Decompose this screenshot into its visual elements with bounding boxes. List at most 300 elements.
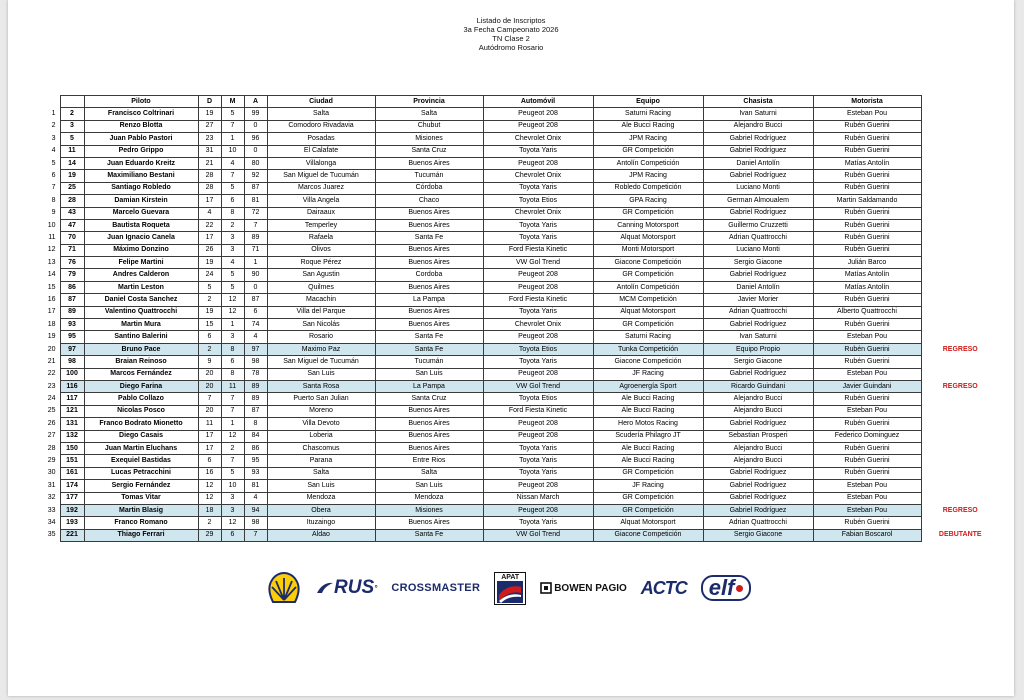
table-row [38, 120, 999, 132]
table-row [38, 232, 999, 244]
row-index: 12 [47, 246, 56, 254]
engine-builder-cell: Rubén Guerini [813, 517, 921, 529]
row-index: 5 [51, 159, 56, 167]
row-index: 3 [51, 134, 56, 142]
car-number-cell: 70 [60, 232, 84, 244]
row-index: 25 [47, 407, 56, 415]
city-cell: Villalonga [267, 157, 375, 169]
status-note [921, 182, 999, 194]
team-cell: GR Competición [593, 467, 703, 479]
header-venue: Autódromo Rosario [478, 43, 544, 52]
birth-day-cell: 12 [198, 480, 221, 492]
car-number-cell: 174 [60, 480, 84, 492]
birth-month-cell: 12 [221, 306, 244, 318]
status-note [921, 244, 999, 256]
row-index: 10 [47, 221, 56, 229]
entry-list-table [38, 95, 999, 542]
car-number-cell: 150 [60, 442, 84, 454]
province-cell: Misiones [375, 133, 483, 145]
birth-day-cell: 17 [198, 442, 221, 454]
status-note [921, 467, 999, 479]
birth-month-cell: 5 [221, 182, 244, 194]
birth-day-cell: 2 [198, 517, 221, 529]
crossmaster-logo [391, 582, 480, 594]
row-index: 8 [51, 196, 56, 204]
car-number-cell: 221 [60, 529, 84, 541]
car-model-cell: Toyota Yaris [483, 455, 593, 467]
status-note [921, 368, 999, 380]
birth-day-cell: 6 [198, 455, 221, 467]
chassis-builder-cell: Ricardo Guindani [703, 380, 813, 392]
rus-swoosh-icon [316, 581, 334, 595]
chassis-builder-cell: German Almoualem [703, 195, 813, 207]
status-note [921, 442, 999, 454]
birth-day-cell: 19 [198, 108, 221, 120]
birth-month-cell: 5 [221, 467, 244, 479]
status-note: DEBUTANTE [938, 531, 982, 539]
table-row [38, 145, 999, 157]
engine-builder-cell: Esteban Pou [813, 368, 921, 380]
team-cell: Ale Bucci Racing [593, 405, 703, 417]
city-cell: Mendoza [267, 492, 375, 504]
car-number-cell: 192 [60, 504, 84, 516]
birth-year-cell: 96 [244, 133, 267, 145]
engine-builder-cell: Matías Antolín [813, 269, 921, 281]
engine-builder-cell: Rubén Guerini [813, 219, 921, 231]
city-cell: Loberia [267, 430, 375, 442]
driver-name-cell: Franco Romano [84, 517, 198, 529]
chassis-builder-cell: Javier Morier [703, 294, 813, 306]
row-index: 9 [51, 209, 56, 217]
column-header-m: M [221, 96, 244, 108]
row-index: 16 [47, 295, 56, 303]
team-cell: JF Racing [593, 368, 703, 380]
status-note [921, 331, 999, 343]
province-cell: Buenos Aires [375, 319, 483, 331]
table-row [38, 219, 999, 231]
birth-month-cell: 2 [221, 442, 244, 454]
car-number-cell: 25 [60, 182, 84, 194]
shell-icon [266, 572, 302, 604]
province-cell: Santa Fe [375, 529, 483, 541]
row-index: 24 [47, 395, 56, 403]
birth-month-cell: 1 [221, 319, 244, 331]
engine-builder-cell: Rubén Guerini [813, 442, 921, 454]
chassis-builder-cell: Alejandro Bucci [703, 393, 813, 405]
row-index: 30 [47, 469, 56, 477]
birth-year-cell: 0 [244, 281, 267, 293]
birth-day-cell: 23 [198, 133, 221, 145]
city-cell: San Miguel de Tucumán [267, 170, 375, 182]
birth-year-cell: 80 [244, 157, 267, 169]
row-index: 26 [47, 419, 56, 427]
table-row [38, 492, 999, 504]
birth-month-cell: 6 [221, 195, 244, 207]
row-index: 4 [51, 147, 56, 155]
car-number-cell: 79 [60, 269, 84, 281]
engine-builder-cell: Rubén Guerini [813, 294, 921, 306]
car-number-cell: 14 [60, 157, 84, 169]
apat-flag-icon [497, 581, 523, 603]
car-model-cell: Peugeot 208 [483, 480, 593, 492]
chassis-builder-cell: Sergio Giacone [703, 356, 813, 368]
province-cell: Tucumán [375, 170, 483, 182]
driver-name-cell: Bautista Roqueta [84, 219, 198, 231]
table-row [38, 418, 999, 430]
engine-builder-cell: Esteban Pou [813, 504, 921, 516]
birth-day-cell: 15 [198, 319, 221, 331]
engine-builder-cell: Esteban Pou [813, 108, 921, 120]
car-number-cell: 93 [60, 319, 84, 331]
row-index: 6 [51, 172, 56, 180]
team-cell: Saturni Racing [593, 108, 703, 120]
column-header-a: A [244, 96, 267, 108]
car-model-cell: Chevrolet Onix [483, 319, 593, 331]
birth-month-cell: 3 [221, 504, 244, 516]
driver-name-cell: Santino Balerini [84, 331, 198, 343]
car-number-cell: 89 [60, 306, 84, 318]
car-model-cell: Peugeot 208 [483, 120, 593, 132]
city-cell: San Luis [267, 480, 375, 492]
team-cell: Giacone Competición [593, 529, 703, 541]
birth-year-cell: 87 [244, 182, 267, 194]
chassis-builder-cell: Luciano Monti [703, 182, 813, 194]
car-model-cell: Peugeot 208 [483, 281, 593, 293]
car-number-cell: 87 [60, 294, 84, 306]
car-number-cell: 131 [60, 418, 84, 430]
status-note [921, 294, 999, 306]
car-model-cell: Ford Fiesta Kinetic [483, 405, 593, 417]
column-header-chasista: Chasista [703, 96, 813, 108]
engine-builder-cell: Rubén Guerini [813, 145, 921, 157]
status-note [921, 430, 999, 442]
engine-builder-cell: Rubén Guerini [813, 244, 921, 256]
birth-year-cell: 93 [244, 467, 267, 479]
chassis-builder-cell: Gabriel Rodríguez [703, 170, 813, 182]
birth-day-cell: 16 [198, 467, 221, 479]
city-cell: Maximo Paz [267, 343, 375, 355]
table-row [38, 257, 999, 269]
car-model-cell: Peugeot 208 [483, 430, 593, 442]
birth-year-cell: 98 [244, 356, 267, 368]
table-row [38, 455, 999, 467]
birth-day-cell: 24 [198, 269, 221, 281]
row-index: 15 [47, 283, 56, 291]
engine-builder-cell: Esteban Pou [813, 480, 921, 492]
status-note [921, 145, 999, 157]
birth-day-cell: 19 [198, 257, 221, 269]
car-model-cell: Toyota Yaris [483, 306, 593, 318]
engine-builder-cell: Javier Guindani [813, 380, 921, 392]
birth-year-cell: 0 [244, 145, 267, 157]
province-cell: Chaco [375, 195, 483, 207]
engine-builder-cell: Esteban Pou [813, 492, 921, 504]
driver-name-cell: Francisco Coltrinari [84, 108, 198, 120]
table-row [38, 356, 999, 368]
table-row [38, 368, 999, 380]
header-event: 3a Fecha Campeonato 2026 [463, 25, 559, 34]
team-cell: GR Competición [593, 319, 703, 331]
status-note [921, 157, 999, 169]
table-row [38, 182, 999, 194]
city-cell: Moreno [267, 405, 375, 417]
crossmaster-logo-text: CROSSMASTER [391, 582, 481, 594]
column-header-provincia: Provincia [375, 96, 483, 108]
team-cell: GR Competición [593, 269, 703, 281]
engine-builder-cell: Rubén Guerini [813, 343, 921, 355]
chassis-builder-cell: Gabriel Rodríguez [703, 319, 813, 331]
birth-day-cell: 21 [198, 157, 221, 169]
engine-builder-cell: Alberto Quattrocchi [813, 306, 921, 318]
car-number-cell: 98 [60, 356, 84, 368]
car-model-cell: Peugeot 208 [483, 331, 593, 343]
birth-year-cell: 86 [244, 442, 267, 454]
driver-name-cell: Martin Blasig [84, 504, 198, 516]
car-model-cell: Chevrolet Onix [483, 170, 593, 182]
row-index: 34 [47, 518, 56, 526]
column-header-motorista: Motorista [813, 96, 921, 108]
sponsor-logos [266, 568, 746, 608]
birth-month-cell: 7 [221, 120, 244, 132]
elf-dot-icon [736, 585, 743, 592]
city-cell: San Nicolás [267, 319, 375, 331]
province-cell: Santa Fe [375, 331, 483, 343]
driver-name-cell: Juan Eduardo Kreitz [84, 157, 198, 169]
birth-month-cell: 8 [221, 343, 244, 355]
row-index: 32 [47, 494, 56, 502]
birth-month-cell: 12 [221, 430, 244, 442]
birth-year-cell: 81 [244, 195, 267, 207]
engine-builder-cell: Rubén Guerini [813, 120, 921, 132]
car-model-cell: Toyota Yaris [483, 356, 593, 368]
table-row [38, 442, 999, 454]
row-index: 7 [51, 184, 56, 192]
car-model-cell: Ford Fiesta Kinetic [483, 244, 593, 256]
city-cell: San Agustin [267, 269, 375, 281]
engine-builder-cell: Fabian Boscarol [813, 529, 921, 541]
row-index: 29 [47, 457, 56, 465]
city-cell: Roque Pérez [267, 257, 375, 269]
birth-month-cell: 6 [221, 529, 244, 541]
birth-month-cell: 1 [221, 133, 244, 145]
table-row [38, 294, 999, 306]
table-row [38, 405, 999, 417]
chassis-builder-cell: Gabriel Rodríguez [703, 504, 813, 516]
birth-year-cell: 81 [244, 480, 267, 492]
city-cell: Parana [267, 455, 375, 467]
car-number-cell: 5 [60, 133, 84, 145]
birth-day-cell: 28 [198, 170, 221, 182]
birth-day-cell: 12 [198, 492, 221, 504]
city-cell: Dairaaux [267, 207, 375, 219]
birth-year-cell: 90 [244, 269, 267, 281]
birth-day-cell: 22 [198, 219, 221, 231]
province-cell: Buenos Aires [375, 442, 483, 454]
province-cell: Buenos Aires [375, 257, 483, 269]
status-note [921, 257, 999, 269]
table-row [38, 207, 999, 219]
birth-month-cell: 5 [221, 108, 244, 120]
driver-name-cell: Santiago Robledo [84, 182, 198, 194]
birth-month-cell: 7 [221, 393, 244, 405]
birth-month-cell: 5 [221, 269, 244, 281]
birth-day-cell: 26 [198, 244, 221, 256]
city-cell: Villa Devoto [267, 418, 375, 430]
row-index: 2 [51, 122, 56, 130]
birth-year-cell: 72 [244, 207, 267, 219]
actc-logo [641, 578, 687, 599]
city-cell: Aldao [267, 529, 375, 541]
birth-month-cell: 6 [221, 356, 244, 368]
car-model-cell: Peugeot 208 [483, 418, 593, 430]
province-cell: Santa Fe [375, 343, 483, 355]
province-cell: Santa Cruz [375, 393, 483, 405]
header-category: TN Clase 2 [492, 34, 530, 43]
birth-month-cell: 12 [221, 294, 244, 306]
status-note [921, 517, 999, 529]
chassis-builder-cell: Adrian Quattrocchi [703, 232, 813, 244]
driver-name-cell: Martin Leston [84, 281, 198, 293]
birth-day-cell: 2 [198, 294, 221, 306]
status-note [921, 170, 999, 182]
birth-day-cell: 5 [198, 281, 221, 293]
car-number-cell: 193 [60, 517, 84, 529]
team-cell: Robledo Competición [593, 182, 703, 194]
province-cell: Buenos Aires [375, 405, 483, 417]
status-note [921, 120, 999, 132]
birth-year-cell: 94 [244, 504, 267, 516]
engine-builder-cell: Matías Antolín [813, 157, 921, 169]
car-number-cell: 132 [60, 430, 84, 442]
engine-builder-cell: Rubén Guerini [813, 133, 921, 145]
team-cell: GPA Racing [593, 195, 703, 207]
chassis-builder-cell: Gabriel Rodríguez [703, 145, 813, 157]
car-number-cell: 177 [60, 492, 84, 504]
row-index: 11 [48, 233, 56, 241]
header-index-blank [38, 96, 60, 108]
car-number-cell: 11 [60, 145, 84, 157]
car-model-cell: Peugeot 208 [483, 269, 593, 281]
status-note [921, 319, 999, 331]
driver-name-cell: Maximiliano Bestani [84, 170, 198, 182]
car-model-cell: Toyota Yaris [483, 182, 593, 194]
chassis-builder-cell: Daniel Antolín [703, 157, 813, 169]
engine-builder-cell: Rubén Guerini [813, 356, 921, 368]
province-cell: Salta [375, 108, 483, 120]
column-header-d: D [198, 96, 221, 108]
province-cell: Entre Rios [375, 455, 483, 467]
row-index: 27 [47, 432, 56, 440]
city-cell: Temperley [267, 219, 375, 231]
status-note [921, 207, 999, 219]
driver-name-cell: Máximo Donzino [84, 244, 198, 256]
birth-year-cell: 89 [244, 232, 267, 244]
province-cell: Buenos Aires [375, 244, 483, 256]
car-model-cell: Peugeot 208 [483, 504, 593, 516]
bowen-logo-text: BOWEN PAGIO [554, 582, 627, 594]
province-cell: Santa Cruz [375, 145, 483, 157]
birth-day-cell: 17 [198, 430, 221, 442]
birth-month-cell: 4 [221, 257, 244, 269]
chassis-builder-cell: Ivan Saturni [703, 331, 813, 343]
team-cell: Hero Motos Racing [593, 418, 703, 430]
document-header [8, 16, 1014, 52]
province-cell: Buenos Aires [375, 306, 483, 318]
row-index: 20 [47, 345, 56, 353]
header-number-blank [60, 96, 84, 108]
province-cell: Buenos Aires [375, 430, 483, 442]
birth-year-cell: 95 [244, 455, 267, 467]
car-number-cell: 95 [60, 331, 84, 343]
birth-day-cell: 7 [198, 393, 221, 405]
engine-builder-cell: Rubén Guerini [813, 455, 921, 467]
rus-logo-text: RUS [334, 577, 375, 598]
city-cell: Comodoro Rivadavia [267, 120, 375, 132]
city-cell: Rosario [267, 331, 375, 343]
table-row [38, 343, 999, 355]
table-row [38, 319, 999, 331]
team-cell: Ale Bucci Racing [593, 442, 703, 454]
car-number-cell: 117 [60, 393, 84, 405]
row-index: 22 [47, 370, 56, 378]
engine-builder-cell: Esteban Pou [813, 331, 921, 343]
chassis-builder-cell: Alejandro Bucci [703, 455, 813, 467]
team-cell: Ale Bucci Racing [593, 455, 703, 467]
row-index: 13 [47, 258, 56, 266]
birth-month-cell: 3 [221, 331, 244, 343]
chassis-builder-cell: Gabriel Rodríguez [703, 207, 813, 219]
apat-logo-text: APAT [501, 573, 520, 581]
city-cell: El Calafate [267, 145, 375, 157]
row-index: 18 [47, 320, 56, 328]
birth-month-cell: 8 [221, 368, 244, 380]
table-row [38, 380, 999, 392]
birth-year-cell: 97 [244, 343, 267, 355]
driver-name-cell: Marcelo Guevara [84, 207, 198, 219]
car-model-cell: VW Gol Trend [483, 529, 593, 541]
province-cell: Tucumán [375, 356, 483, 368]
table-row [38, 306, 999, 318]
birth-month-cell: 11 [221, 380, 244, 392]
car-number-cell: 28 [60, 195, 84, 207]
team-cell: Giacone Competición [593, 356, 703, 368]
birth-year-cell: 4 [244, 331, 267, 343]
car-model-cell: Peugeot 208 [483, 157, 593, 169]
car-model-cell: Nissan March [483, 492, 593, 504]
province-cell: Mendoza [375, 492, 483, 504]
city-cell: Puerto San Julian [267, 393, 375, 405]
engine-builder-cell: Rubén Guerini [813, 170, 921, 182]
birth-year-cell: 87 [244, 405, 267, 417]
birth-month-cell: 3 [221, 492, 244, 504]
driver-name-cell: Bruno Pace [84, 343, 198, 355]
status-note [921, 219, 999, 231]
car-number-cell: 19 [60, 170, 84, 182]
province-cell: Buenos Aires [375, 207, 483, 219]
engine-builder-cell: Julián Barco [813, 257, 921, 269]
chassis-builder-cell: Ivan Saturni [703, 108, 813, 120]
apat-logo [494, 572, 526, 605]
car-number-cell: 43 [60, 207, 84, 219]
driver-name-cell: Diego Farina [84, 380, 198, 392]
table-row [38, 480, 999, 492]
driver-name-cell: Felipe Martini [84, 257, 198, 269]
car-number-cell: 100 [60, 368, 84, 380]
city-cell: Villa Angela [267, 195, 375, 207]
birth-day-cell: 29 [198, 529, 221, 541]
driver-name-cell: Pedro Grippo [84, 145, 198, 157]
row-index: 35 [47, 531, 56, 539]
